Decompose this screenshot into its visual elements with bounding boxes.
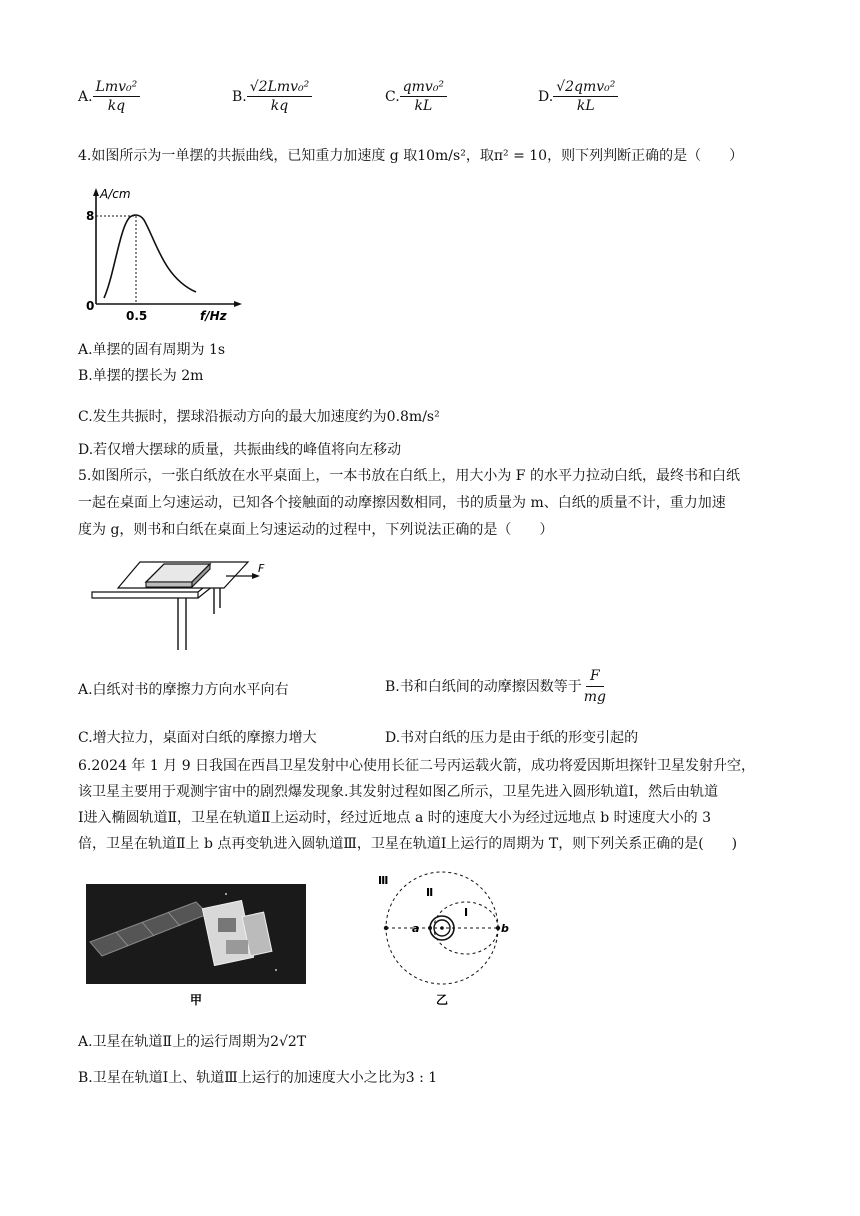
q3-option-b-numerator: √2Lmv₀² — [247, 78, 313, 97]
q4-x-axis-arrow — [234, 301, 242, 307]
q5-option-b-denominator: mg — [583, 689, 606, 705]
q5-force-label: F — [258, 562, 265, 575]
q6-fig-right-caption: 乙 — [436, 993, 449, 1007]
q5-stem-line-2: 一起在桌面上匀速运动，已知各个接触面的动摩擦因数相同，书的质量为 m、白纸的质量不计，重力加速 — [78, 495, 726, 511]
q3-option-d-denominator: kL — [576, 98, 595, 114]
q4-option-c: C.发生共振时，摆球沿振动方向的最大加速度约为0.8m/s² — [78, 409, 440, 425]
q3-option-b — [232, 78, 312, 115]
q5-option-b-numerator: F — [586, 666, 604, 687]
q4-option-a: A.单摆的固有周期为 1s — [78, 342, 226, 358]
q5-book-on-paper-figure — [78, 546, 278, 652]
q6-stem-line-2: 该卫星主要用于观测宇宙中的剧烈爆发现象.其发射过程如图乙所示，卫星先进入圆形轨道Ⅰ，然后由轨道 — [78, 784, 718, 800]
q6-label-point-b: b — [501, 922, 509, 935]
q4-y-tick-label: 8 — [86, 209, 95, 223]
q6-label-orbit-3: Ⅲ — [378, 874, 389, 887]
q5-option-b — [385, 666, 606, 707]
q6-orbit-diagram — [374, 870, 514, 1010]
q4-x-tick-label: 0.5 — [126, 309, 148, 323]
q3-option-a-denominator: kq — [107, 98, 126, 114]
q6-label-orbit-1: Ⅰ — [464, 906, 469, 919]
q5-table-top — [92, 592, 198, 598]
q6-label-point-a: a — [412, 922, 420, 935]
q6-stem-line-4: 倍，卫星在轨道Ⅱ上 b 点再变轨进入圆轨道Ⅲ，卫星在轨道Ⅰ上运行的周期为 T，则下列关系正确的是( ) — [78, 836, 738, 852]
q3-option-c-fraction — [400, 78, 447, 115]
q6-option-b: B.卫星在轨道Ⅰ上、轨道Ⅲ上运行的加速度大小之比为3 : 1 — [78, 1070, 438, 1086]
q3-option-c-letter: C. — [385, 88, 400, 105]
q3-option-d-letter: D. — [538, 88, 554, 105]
q3-option-c — [385, 78, 447, 115]
q4-resonance-curve — [104, 215, 196, 298]
q3-option-b-letter: B. — [232, 88, 247, 105]
q6-fig-left-caption: 甲 — [190, 993, 203, 1007]
q5-stem-line-3: 度为 g，则书和白纸在桌面上匀速运动的过程中，下列说法正确的是（ ） — [78, 522, 554, 538]
q3-option-d-fraction — [553, 78, 618, 115]
q6-stem-line-3: Ⅰ进入椭圆轨道Ⅱ，卫星在轨道Ⅱ上运动时，经过近地点 a 时的速度大小为经过远地点 b 时速度大小的 3 — [78, 810, 712, 826]
q4-x-axis-label: f/Hz — [200, 309, 227, 323]
q4-y-axis-label: A/cm — [100, 187, 131, 201]
q4-resonance-graph — [78, 186, 248, 328]
q6-label-orbit-2: Ⅱ — [426, 886, 434, 899]
q3-option-b-fraction — [247, 78, 313, 115]
q6-satellite-photo — [86, 884, 306, 1010]
q4-y-axis-arrow — [93, 188, 99, 196]
q3-option-a-fraction — [93, 78, 141, 115]
q4-stem: 4.如图所示为一单摆的共振曲线，已知重力加速度 g 取10m/s²，取π² = 10，则下列判断正确的是（ ） — [78, 148, 744, 164]
q3-option-a — [78, 78, 140, 115]
q4-option-d: D.若仅增大摆球的质量，共振曲线的峰值将向左移动 — [78, 442, 402, 458]
q3-option-a-numerator: Lmv₀² — [93, 78, 141, 97]
q4-origin-label: 0 — [86, 299, 95, 313]
q5-option-a: A.白纸对书的摩擦力方向水平向右 — [78, 682, 289, 698]
q5-option-d: D.书对白纸的压力是由于纸的形变引起的 — [385, 730, 639, 746]
q3-option-d-numerator: √2qmv₀² — [553, 78, 618, 97]
q5-option-b-fraction — [584, 666, 606, 707]
q5-option-b-text: B.书和白纸间的动摩擦因数等于 — [385, 678, 582, 695]
q6-stem-line-1: 6.2024 年 1 月 9 日我国在西昌卫星发射中心使用长征二号丙运载火箭，成功将爱因斯坦探针卫星发射升空， — [78, 758, 756, 774]
q3-option-a-letter: A. — [78, 88, 93, 105]
q3-option-c-numerator: qmv₀² — [400, 78, 447, 97]
q3-option-d — [538, 78, 618, 115]
q5-stem-line-1: 5.如图所示，一张白纸放在水平桌面上，一本书放在白纸上，用大小为 F 的水平力拉动白纸，最终书和白纸 — [78, 468, 740, 484]
q3-option-b-denominator: kq — [270, 98, 289, 114]
q6-option-a: A.卫星在轨道Ⅱ上的运行周期为2√2T — [78, 1034, 307, 1050]
q4-option-b: B.单摆的摆长为 2m — [78, 368, 204, 384]
q5-option-c: C.增大拉力，桌面对白纸的摩擦力增大 — [78, 730, 317, 746]
q3-option-c-denominator: kL — [414, 98, 433, 114]
